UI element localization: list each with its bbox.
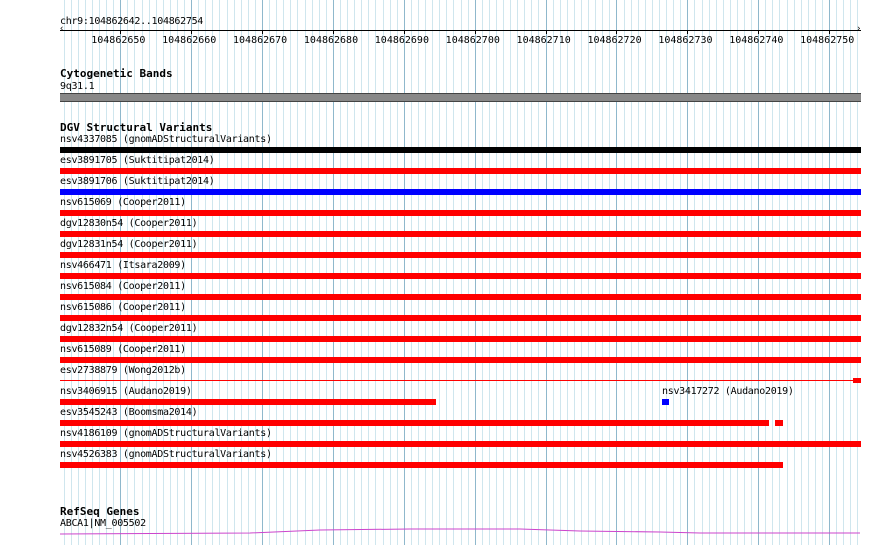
ruler-line xyxy=(60,30,861,31)
variant-label[interactable]: esv3891705 (Suktitipat2014) xyxy=(60,155,215,166)
ruler-tick-mark xyxy=(191,30,192,34)
variant-bar[interactable] xyxy=(60,441,861,447)
ruler-tick-label: 104862650 xyxy=(91,35,146,46)
variant-bar[interactable] xyxy=(60,336,861,342)
cytoband-track-title: Cytogenetic Bands xyxy=(60,67,173,80)
ruler-tick-mark xyxy=(616,30,617,34)
dgv-track-title: DGV Structural Variants xyxy=(60,121,213,134)
ruler-tick-mark xyxy=(333,30,334,34)
refseq-track-title: RefSeq Genes xyxy=(60,505,140,518)
variant-label[interactable]: dgv12830n54 (Cooper2011) xyxy=(60,218,198,229)
variant-bar[interactable] xyxy=(60,380,853,381)
ruler-tick-mark xyxy=(475,30,476,34)
variant-label[interactable]: nsv4526383 (gnomADStructuralVariants) xyxy=(60,449,272,460)
gene-model[interactable] xyxy=(0,524,890,538)
ruler-tick-mark xyxy=(120,30,121,34)
variant-bar[interactable] xyxy=(60,252,861,258)
cytoband-bar[interactable] xyxy=(60,93,861,102)
variant-label[interactable]: esv3891706 (Suktitipat2014) xyxy=(60,176,215,187)
variant-label[interactable]: nsv615069 (Cooper2011) xyxy=(60,197,186,208)
variant-label[interactable]: nsv615086 (Cooper2011) xyxy=(60,302,186,313)
ruler-tick-mark xyxy=(687,30,688,34)
ruler-tick-label: 104862660 xyxy=(162,35,217,46)
ruler-tick-label: 104862700 xyxy=(445,35,500,46)
ruler-tick-label: 104862710 xyxy=(516,35,571,46)
variant-label[interactable]: esv3545243 (Boomsma2014) xyxy=(60,407,198,418)
ruler-tick-label: 104862730 xyxy=(658,35,713,46)
variant-bar[interactable] xyxy=(60,273,861,279)
ruler-tick-label: 104862750 xyxy=(800,35,855,46)
variant-bar[interactable] xyxy=(60,315,861,321)
ruler-tick-mark xyxy=(262,30,263,34)
variant-label[interactable]: nsv4186109 (gnomADStructuralVariants) xyxy=(60,428,272,439)
ruler-tick-mark xyxy=(546,30,547,34)
ruler-tick-mark xyxy=(404,30,405,34)
location-label: chr9:104862642..104862754 xyxy=(60,16,204,27)
scroll-right-icon[interactable]: › xyxy=(856,24,862,34)
variant-bar[interactable] xyxy=(60,210,861,216)
ruler-tick-mark xyxy=(758,30,759,34)
gene-label[interactable]: ABCA1|NM_005502 xyxy=(60,518,146,529)
variant-bar[interactable] xyxy=(60,462,783,468)
variant-label[interactable]: nsv3406915 (Audano2019) xyxy=(60,386,192,397)
variant-block[interactable] xyxy=(775,420,783,426)
variant-label[interactable]: nsv466471 (Itsara2009) xyxy=(60,260,186,271)
variant-bar[interactable] xyxy=(662,399,669,405)
variant-bar[interactable] xyxy=(60,294,861,300)
variant-label[interactable]: dgv12832n54 (Cooper2011) xyxy=(60,323,198,334)
variant-label[interactable]: esv2738879 (Wong2012b) xyxy=(60,365,186,376)
ruler-tick-label: 104862740 xyxy=(729,35,784,46)
variant-label[interactable]: nsv4337085 (gnomADStructuralVariants) xyxy=(60,134,272,145)
variant-bar[interactable] xyxy=(60,231,861,237)
gene-intron-line xyxy=(60,529,860,534)
cytoband-label: 9q31.1 xyxy=(60,81,95,92)
variant-bar[interactable] xyxy=(60,399,436,405)
ruler-tick-label: 104862680 xyxy=(303,35,359,46)
ruler-tick-label: 104862670 xyxy=(233,35,288,46)
variant-bar[interactable] xyxy=(60,147,861,153)
ruler-tick-label: 104862720 xyxy=(587,35,642,46)
variant-block[interactable] xyxy=(853,378,861,383)
variant-label[interactable]: nsv615089 (Cooper2011) xyxy=(60,344,186,355)
ruler-tick-mark xyxy=(829,30,830,34)
variant-label[interactable]: dgv12831n54 (Cooper2011) xyxy=(60,239,198,250)
scroll-left-icon[interactable]: ‹ xyxy=(59,24,65,34)
variant-label[interactable]: nsv615084 (Cooper2011) xyxy=(60,281,186,292)
variant-bar[interactable] xyxy=(60,357,861,363)
variant-label[interactable]: nsv3417272 (Audano2019) xyxy=(662,386,794,397)
ruler-tick-label: 104862690 xyxy=(374,35,429,46)
variant-bar[interactable] xyxy=(60,420,769,426)
variant-bar[interactable] xyxy=(60,189,861,195)
variant-bar[interactable] xyxy=(60,168,861,174)
